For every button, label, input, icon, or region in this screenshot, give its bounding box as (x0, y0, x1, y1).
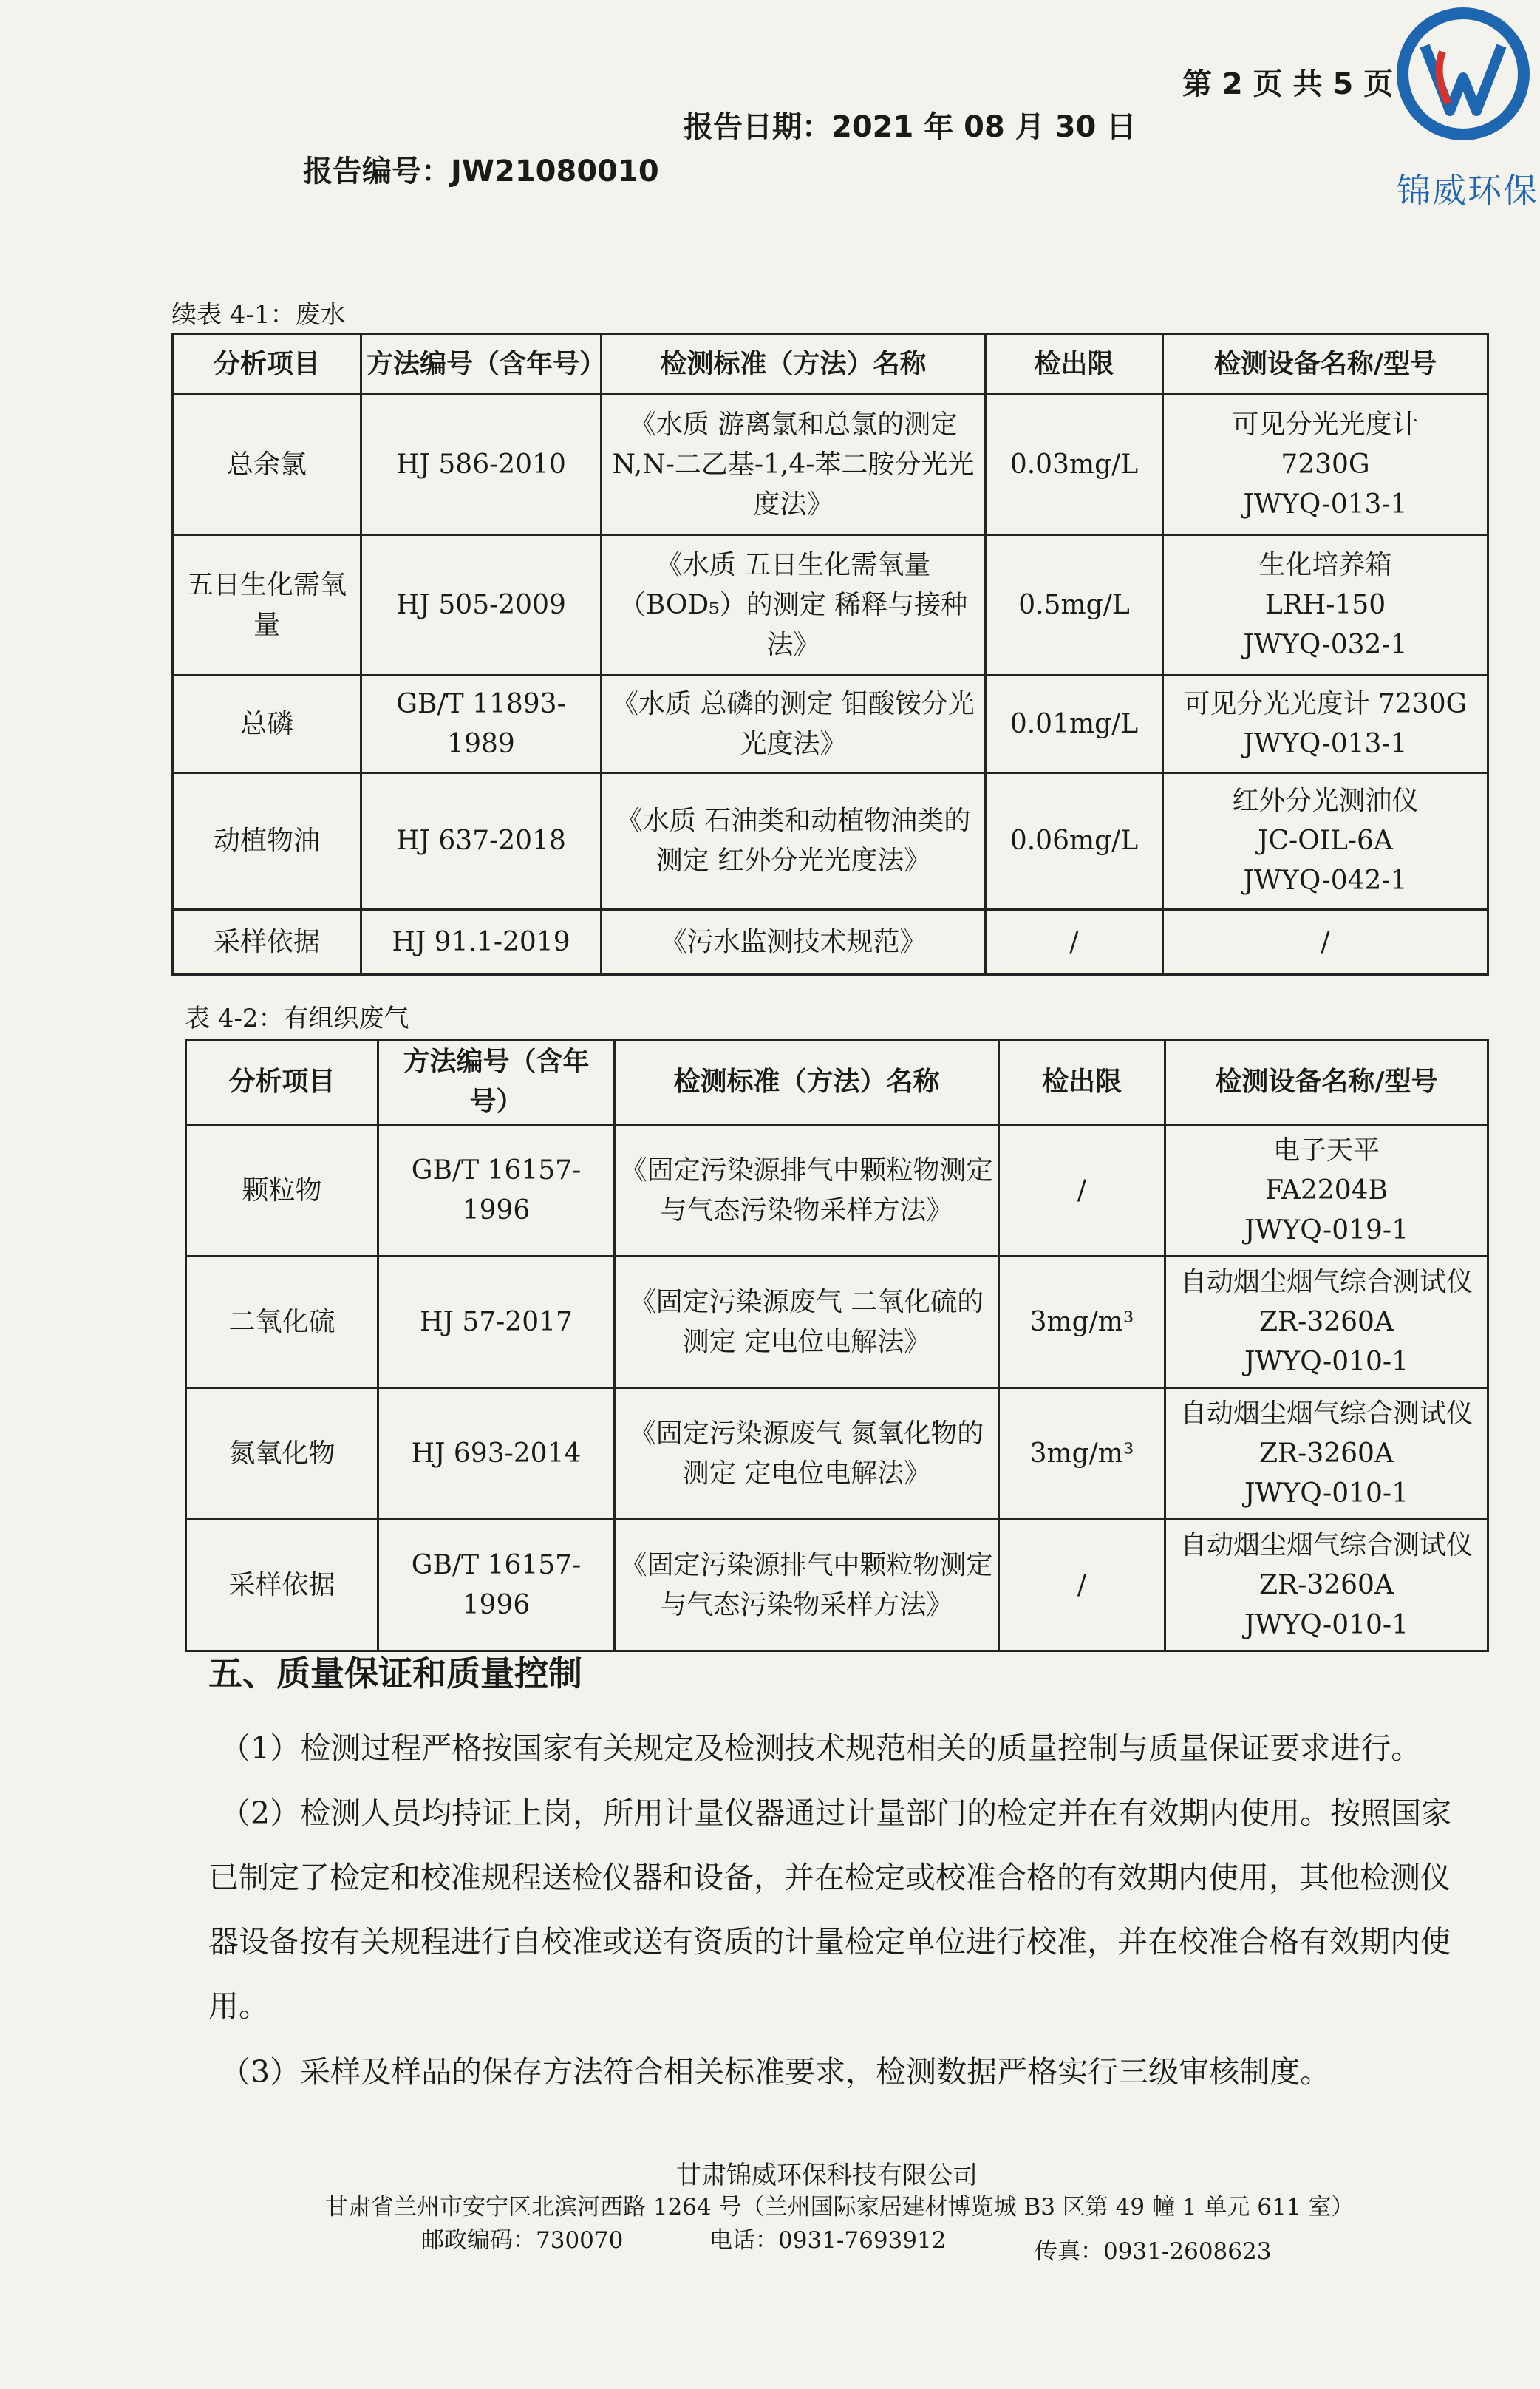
footer-fax: 传真：0931-2608623 (1035, 2238, 1272, 2265)
cell-limit: / (986, 910, 1163, 975)
equipment-line: JWYQ-013-1 (1243, 489, 1408, 520)
col-header-standard: 检测标准（方法）名称 (615, 1040, 999, 1125)
equipment-line: 自动烟尘烟气综合测试仪 (1179, 1529, 1473, 1560)
table-1-caption: 续表 4-1：废水 (171, 300, 346, 330)
cell-equipment (1165, 1125, 1488, 1257)
equipment-line: JC-OIL-6A (1258, 826, 1393, 856)
cell-limit: 3mg/m³ (999, 1257, 1165, 1388)
cell-equipment (1165, 1257, 1488, 1388)
col-header-equipment: 检测设备名称/型号 (1163, 334, 1488, 395)
col-header-item: 分析项目 (186, 1040, 378, 1125)
cell-method: HJ 637-2018 (361, 773, 602, 910)
col-header-item: 分析项目 (173, 334, 361, 395)
cell-standard: 《水质 石油类和动植物油类的测定 红外分光光度法》 (602, 773, 986, 910)
table-row (186, 1520, 1488, 1651)
cell-item: 动植物油 (173, 773, 361, 910)
cell-item: 二氧化硫 (186, 1257, 378, 1388)
footer-address: 甘肃省兰州市安宁区北滨河西路 1264 号（兰州国际家居建材博览城 B3 区第 49 幢 1 单元 611 室） (325, 2194, 1355, 2220)
col-header-method: 方法编号（含年号） (361, 334, 602, 395)
cell-limit: / (999, 1520, 1165, 1651)
col-header-standard: 检测标准（方法）名称 (602, 334, 986, 395)
table-row (186, 1388, 1488, 1520)
report-number: 报告编号：JW21080010 (303, 154, 659, 188)
cell-standard: 《污水监测技术规范》 (602, 910, 986, 975)
page-indicator: 第 2 页 共 5 页 (1182, 67, 1394, 101)
table-row (173, 676, 1488, 773)
equipment-line: 7230G (1281, 449, 1370, 480)
cell-equipment (1163, 773, 1488, 910)
cell-method: HJ 693-2014 (378, 1388, 615, 1520)
cell-limit: 3mg/m³ (999, 1388, 1165, 1520)
cell-standard: 《水质 游离氯和总氯的测定 N,N-二乙基-1,4-苯二胺分光光度法》 (602, 395, 986, 535)
cell-equipment (1163, 535, 1488, 676)
table-row (186, 1125, 1488, 1257)
equipment-line: JWYQ-032-1 (1243, 629, 1408, 660)
cell-standard: 《固定污染源排气中颗粒物测定与气态污染物采样方法》 (615, 1520, 999, 1651)
cell-method: GB/T 16157-1996 (378, 1125, 615, 1257)
cell-method: HJ 91.1-2019 (361, 910, 602, 975)
cell-equipment (1163, 676, 1488, 773)
equipment-line: 自动烟尘烟气综合测试仪 (1179, 1398, 1473, 1429)
cell-standard: 《水质 总磷的测定 钼酸铵分光光度法》 (602, 676, 986, 773)
table-row (173, 535, 1488, 676)
cell-method: HJ 586-2010 (361, 395, 602, 535)
cell-method: HJ 505-2009 (361, 535, 602, 676)
cell-item: 总磷 (173, 676, 361, 773)
col-header-limit: 检出限 (986, 334, 1163, 395)
cell-equipment (1165, 1520, 1488, 1651)
equipment-line: 生化培养箱 (1258, 549, 1392, 580)
qc-paragraph-2: （2）检测人员均持证上岗，所用计量仪器通过计量部门的检定并在有效期内使用。按照国家已制定了检定和校准规程送检仪器和设备，并在检定或校准合格的有效期内使用，其他检测仪器设备按有关规程进行自校准或送有资质的计量检定单位进行校准，并在校准合格有效期内使用。 (208, 1795, 1452, 2024)
cell-standard: 《固定污染源排气中颗粒物测定与气态污染物采样方法》 (615, 1125, 999, 1257)
cell-item: 氮氧化物 (186, 1388, 378, 1520)
cell-standard: 《固定污染源废气 氮氧化物的测定 定电位电解法》 (615, 1388, 999, 1520)
equipment-line: ZR-3260A (1259, 1306, 1394, 1337)
equipment-line: JWYQ-013-1 (1243, 728, 1408, 759)
equipment-line: JWYQ-019-1 (1244, 1214, 1408, 1246)
report-date: 报告日期：2021 年 08 月 30 日 (684, 110, 1137, 144)
qc-paragraph-3: （3）采样及样品的保存方法符合相关标准要求，检测数据严格实行三级审核制度。 (220, 2054, 1331, 2090)
cell-equipment (1163, 910, 1488, 975)
cell-limit: 0.01mg/L (986, 676, 1163, 773)
wastewater-method-table (171, 333, 1489, 976)
equipment-line: JWYQ-010-1 (1244, 1478, 1408, 1509)
table-header-row (186, 1040, 1488, 1125)
table-row (173, 910, 1488, 975)
equipment-line: JWYQ-010-1 (1244, 1609, 1408, 1640)
equipment-line: 自动烟尘烟气综合测试仪 (1179, 1266, 1473, 1297)
cell-item: 颗粒物 (186, 1125, 378, 1257)
cell-limit: 0.5mg/L (986, 535, 1163, 676)
footer-phone: 电话：0931-7693912 (709, 2227, 947, 2254)
equipment-line: 电子天平 (1272, 1135, 1380, 1166)
logo-text: 锦威环保 (1397, 171, 1539, 211)
cell-equipment (1163, 395, 1488, 535)
equipment-line: ZR-3260A (1259, 1569, 1394, 1600)
footer-company: 甘肃锦威环保科技有限公司 (676, 2161, 978, 2190)
section-title: 五、质量保证和质量控制 (208, 1654, 582, 1693)
cell-item: 采样依据 (173, 910, 361, 975)
cell-method: GB/T 11893-1989 (361, 676, 602, 773)
qc-paragraph-1: （1）检测过程严格按国家有关规定及检测技术规范相关的质量控制与质量保证要求进行。 (220, 1730, 1422, 1766)
col-header-equipment: 检测设备名称/型号 (1165, 1040, 1488, 1125)
table-header-row (173, 334, 1488, 395)
table-2-caption: 表 4-2：有组织废气 (185, 1004, 409, 1033)
equipment-line: ZR-3260A (1259, 1438, 1394, 1469)
equipment-line: JWYQ-010-1 (1244, 1346, 1408, 1377)
cell-equipment (1165, 1388, 1488, 1520)
table-row (173, 395, 1488, 535)
cell-limit: 0.03mg/L (986, 395, 1163, 535)
cell-limit: / (999, 1125, 1165, 1257)
equipment-line: / (1321, 926, 1330, 957)
cell-limit: 0.06mg/L (986, 773, 1163, 910)
col-header-method: 方法编号（含年号） (378, 1040, 615, 1125)
exhaust-gas-method-table (185, 1039, 1489, 1652)
equipment-line: LRH-150 (1264, 589, 1386, 620)
table-row (173, 773, 1488, 910)
cell-item: 五日生化需氧量 (173, 535, 361, 676)
equipment-line: 可见分光光度计 (1232, 409, 1419, 440)
equipment-line: FA2204B (1265, 1175, 1388, 1206)
equipment-line: JWYQ-042-1 (1243, 866, 1408, 896)
cell-method: GB/T 16157-1996 (378, 1520, 615, 1651)
equipment-line: 红外分光测油仪 (1232, 786, 1419, 816)
table-row (186, 1257, 1488, 1388)
footer-postcode: 邮政编码：730070 (421, 2227, 624, 2254)
cell-method: HJ 57-2017 (378, 1257, 615, 1388)
cell-item: 总余氯 (173, 395, 361, 535)
col-header-limit: 检出限 (999, 1040, 1165, 1125)
cell-standard: 《水质 五日生化需氧量（BOD₅）的测定 稀释与接种法》 (602, 535, 986, 676)
cell-item: 采样依据 (186, 1520, 378, 1651)
equipment-line: 可见分光光度计 7230G (1183, 688, 1468, 719)
cell-standard: 《固定污染源废气 二氧化硫的测定 定电位电解法》 (615, 1257, 999, 1388)
